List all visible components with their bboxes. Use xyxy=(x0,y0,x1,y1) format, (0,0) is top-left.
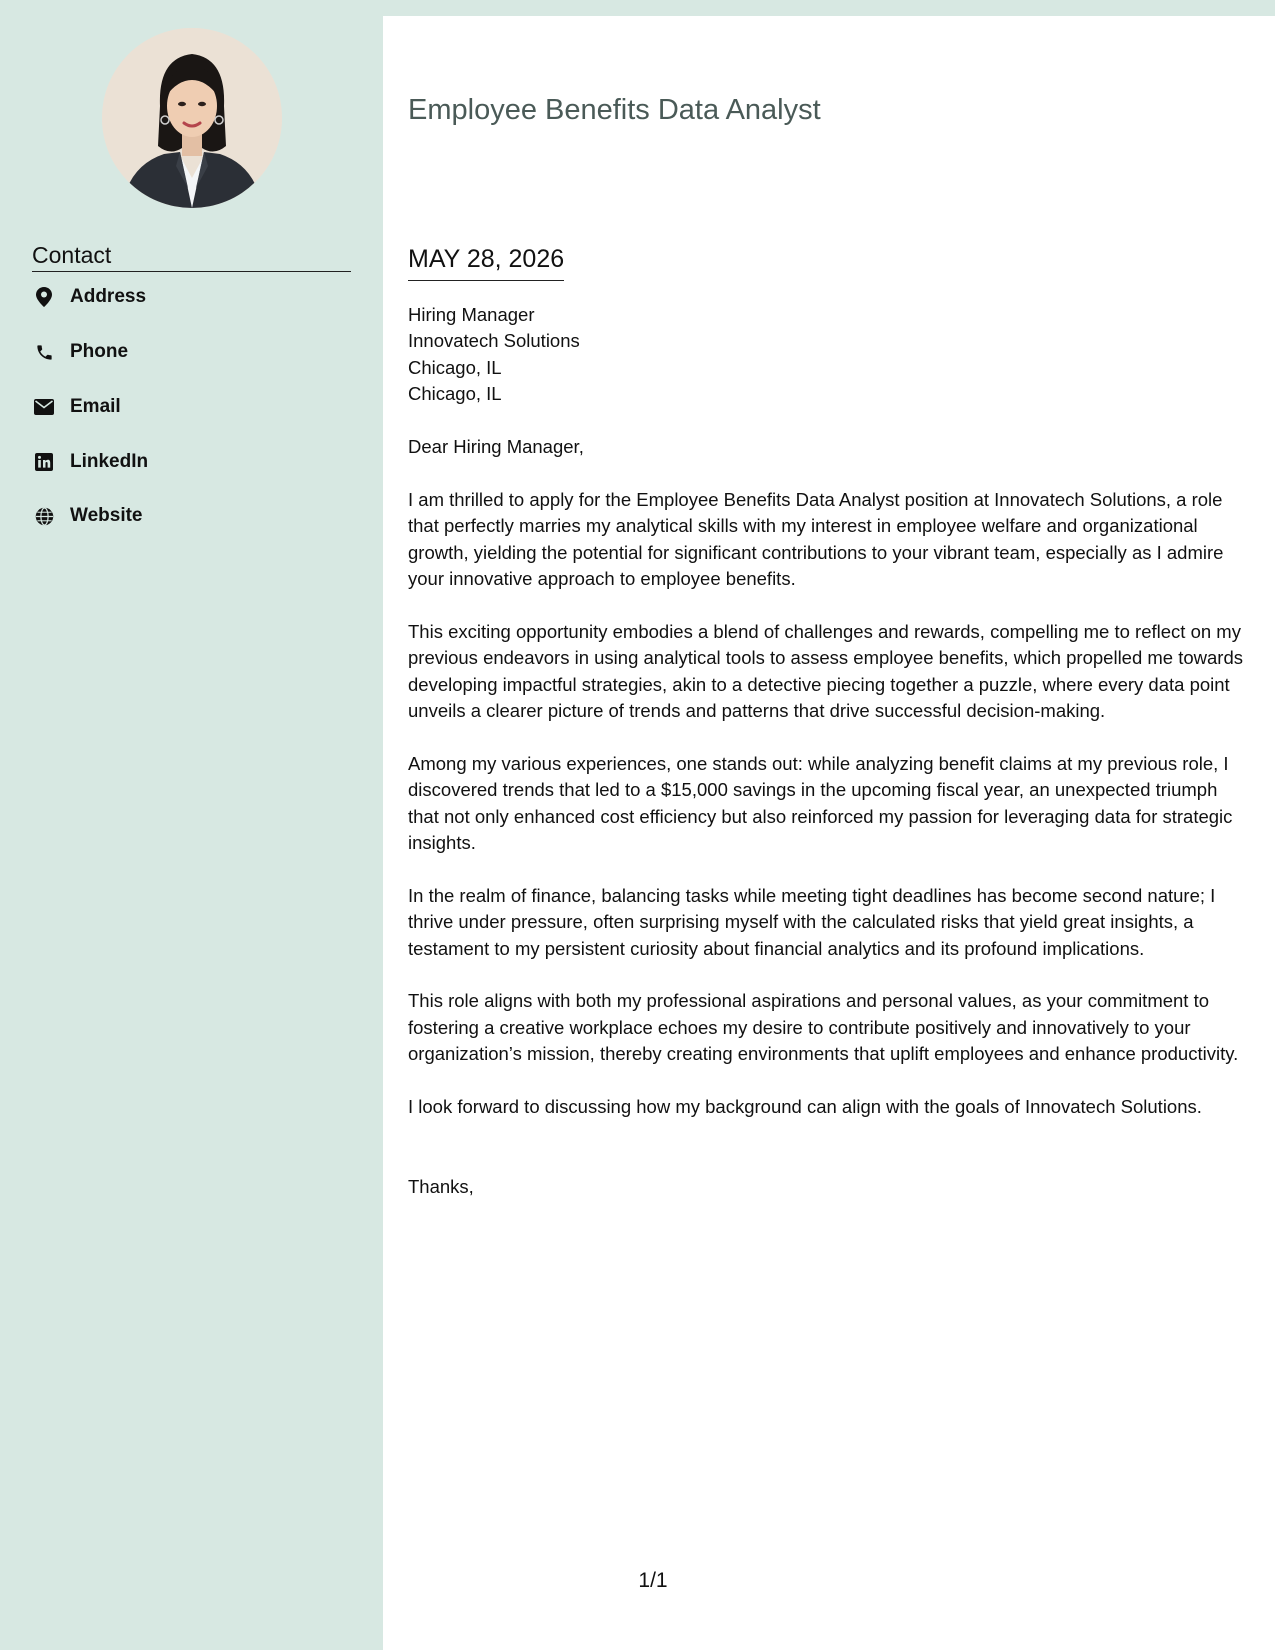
paragraph-1: I am thrilled to apply for the Employee Benefits Data Analyst position at Innovatech Solutions, a role that perfectly marries my analytical skills with my interest in employee welfare and organizational growth, yielding the potential for significant contributions to your vibrant team, especially as I admire your innovative approach to employee benefits. xyxy=(408,488,1224,590)
recipient-city: Chicago, IL xyxy=(408,356,502,378)
contact-heading: Contact xyxy=(32,240,351,272)
recipient-block xyxy=(408,302,1248,408)
profile-photo xyxy=(102,28,282,208)
contact-item-address xyxy=(32,282,146,312)
contact-item-phone xyxy=(32,337,128,367)
letter-page xyxy=(383,16,1275,1650)
greeting: Dear Hiring Manager, xyxy=(408,436,584,458)
linkedin-icon xyxy=(32,450,56,474)
contact-item-email xyxy=(32,392,121,422)
contact-item-linkedin xyxy=(32,447,148,477)
paragraph-5: This role aligns with both my professional aspirations and personal values, as your commitment to fostering a creative workplace echoes my desire to contribute positively and innovatively to your organization’s mission, thereby creating environments that uplift employees and enhance productivity. xyxy=(408,990,1239,1065)
contact-label-phone: Phone xyxy=(70,341,129,362)
paragraph-2: This exciting opportunity embodies a blend of challenges and rewards, compelling me to reflect on my previous endeavors in using analytical tools to assess employee benefits, which propelled me towards developing impactful strategies, akin to a detective piecing together a puzzle, where every data point unveils a clearer picture of trends and patterns that drive successful decision-making. xyxy=(408,620,1244,722)
recipient-name: Hiring Manager xyxy=(408,304,535,325)
map-pin-icon xyxy=(32,285,56,309)
recipient-city-repeat: Chicago, IL xyxy=(408,383,502,405)
contact-label-email: Email xyxy=(70,396,121,417)
globe-icon xyxy=(32,504,56,528)
profile-photo-image xyxy=(102,28,282,208)
sidebar xyxy=(0,0,383,1650)
contact-item-website xyxy=(32,501,143,531)
letter-date: MAY 28, 2026 xyxy=(408,243,564,281)
contact-label-address: Address xyxy=(70,286,147,307)
paragraph-6: I look forward to discussing how my background can align with the goals of Innovatech Solutions. xyxy=(408,1096,1202,1118)
paragraph-3: Among my various experiences, one stands out: while analyzing benefit claims at my previous role, I discovered trends that led to a $15,000 savings in the upcoming fiscal year, an unexpected triumph that not only enhanced cost efficiency but also reinforced my passion for leveraging data for strategic insights. xyxy=(408,752,1233,854)
page-number: 1/1 xyxy=(638,1569,668,1592)
paragraph-4: In the realm of finance, balancing tasks while meeting tight deadlines has become second nature; I thrive under pressure, often surprising myself with the calculated risks that yield great insights, a testament to my persistent curiosity about financial analytics and its profound implications. xyxy=(408,884,1216,959)
envelope-icon xyxy=(32,395,56,419)
contact-label-website: Website xyxy=(70,505,143,526)
contact-label-linkedin: LinkedIn xyxy=(70,451,149,472)
job-title: Employee Benefits Data Analyst xyxy=(408,94,821,126)
closing: Thanks, xyxy=(408,1176,474,1198)
letter-body xyxy=(408,302,1248,1201)
phone-icon xyxy=(32,340,56,364)
recipient-company: Innovatech Solutions xyxy=(408,330,580,352)
